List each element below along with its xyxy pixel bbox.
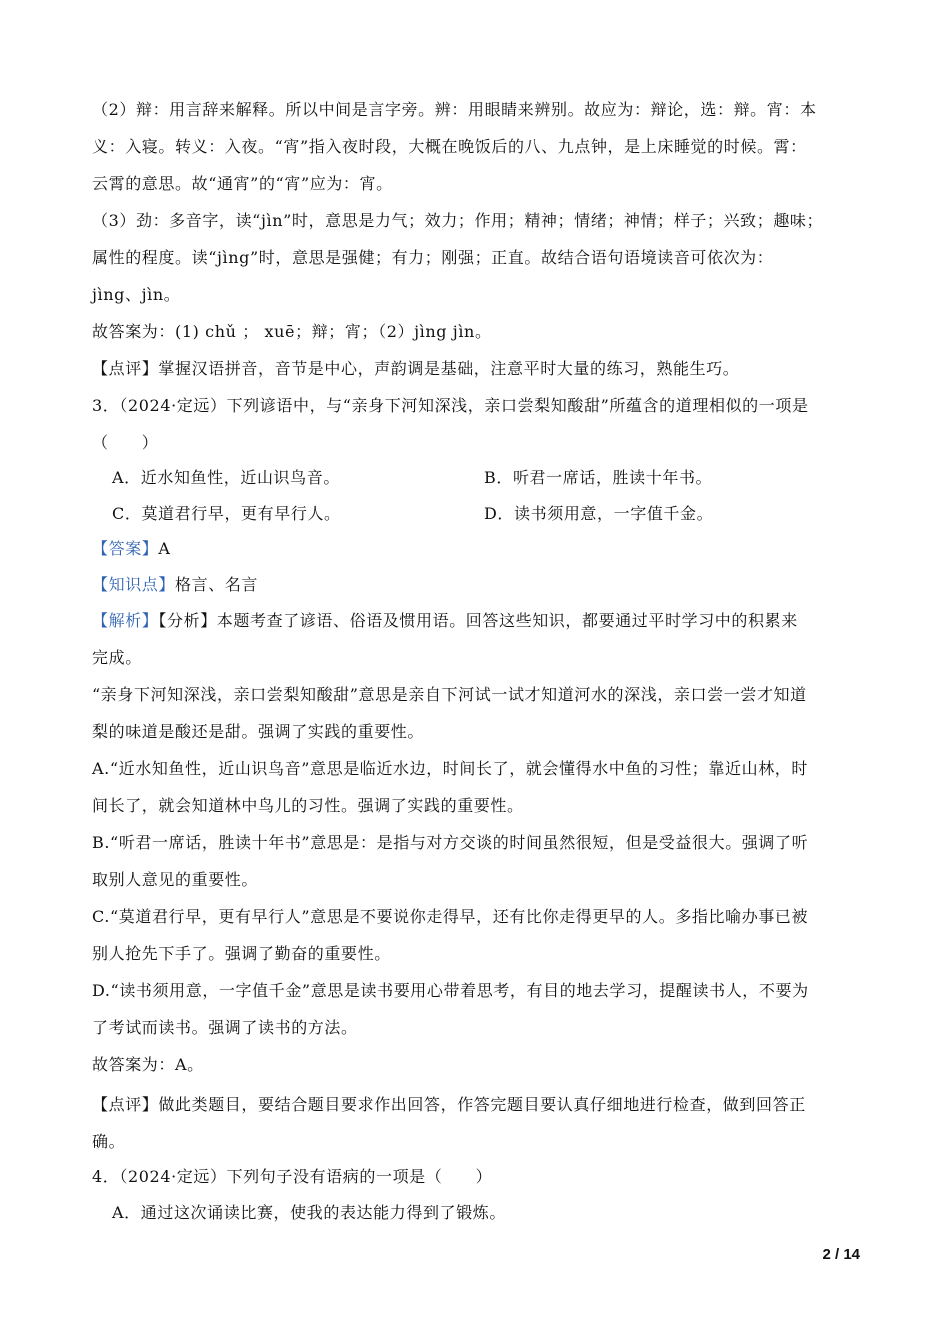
knowledge-value: 格言、名言: [175, 575, 259, 594]
analysis-intro: 【分析】本题考查了谚语、俗语及惯用语。回答这些知识，都要通过平时学习中的积累来: [158, 611, 798, 630]
page-number: 2 / 14: [822, 1246, 860, 1263]
q3-part-line-3: jìng、jìn。: [92, 285, 181, 304]
q3-comment-line-2: 确。: [92, 1132, 126, 1151]
analysis-tag: 【解析】: [92, 611, 159, 630]
question-4-stem: 4．（2024·定远）下列句子没有语病的一项是（ ）: [92, 1167, 493, 1186]
option-a: A．近水知鱼性，近山识鸟音。: [112, 468, 340, 487]
answer-value: A: [158, 539, 171, 558]
comment-text: 掌握汉语拼音，音节是中心，声韵调是基础，注意平时大量的练习，熟能生巧。: [158, 359, 740, 378]
q2-explanation-line-1: （2）辩：用言辞来解释。所以中间是言字旁。辨：用眼睛来辨别。故应为：辩论，选：辩。宵：本: [92, 100, 817, 119]
q3-comment-line-1: [92, 1095, 862, 1115]
q3-part-line-2: 属性的程度。读“jìng”时，意思是强健；有力；刚强；正直。故结合语句语境读音可依次为：: [92, 248, 774, 267]
analysis-row: [92, 611, 862, 631]
q3-final-answer: 故答案为：A。: [92, 1055, 204, 1074]
option-b: B．听君一席话，胜读十年书。: [484, 468, 713, 487]
answer-row: [92, 539, 862, 559]
knowledge-tag: 【知识点】: [92, 575, 176, 594]
knowledge-row: [92, 575, 862, 595]
q2-explanation-line-3: 云霄的意思。故“通宵”的“宵”应为：宵。: [92, 174, 393, 193]
analysis-d-line-2: 了考试而读书。强调了读书的方法。: [92, 1018, 358, 1037]
q2-comment: [92, 359, 862, 379]
analysis-c-line-1: C.“莫道君行早，更有早行人”意思是不要说你走得早，还有比你走得更早的人。多指比喻办事已被: [92, 907, 809, 926]
q3-part-line-1: （3）劲：多音字，读“jìn”时，意思是力气；效力；作用；精神；情绪；神情；样子；兴致；趣味；: [92, 211, 824, 230]
analysis-a-line-2: 间长了，就会知道林中鸟儿的习性。强调了实践的重要性。: [92, 796, 524, 815]
answer-tag: 【答案】: [92, 539, 159, 558]
comment-text: 做此类题目，要结合题目要求作出回答，作答完题目要认真仔细地进行检查，做到回答正: [158, 1095, 806, 1114]
q4-option-a: A．通过这次诵读比赛，使我的表达能力得到了锻炼。: [112, 1203, 506, 1222]
option-d: D．读书须用意，一字值千金。: [484, 504, 714, 523]
analysis-intro-cont: 完成。: [92, 648, 142, 667]
analysis-c-line-2: 别人抢先下手了。强调了勤奋的重要性。: [92, 944, 391, 963]
option-c: C．莫道君行早，更有早行人。: [112, 504, 341, 523]
comment-tag: 【点评】: [92, 1095, 159, 1114]
q2-explanation-line-2: 义：入寝。转义：入夜。“宵”指入夜时段，大概在晚饭后的八、九点钟，是上床睡觉的时候。霄：: [92, 137, 807, 156]
analysis-d-line-1: D.“读书须用意，一字值千金”意思是读书要用心带着思考，有目的地去学习，提醒读书人，不要为: [92, 981, 809, 1000]
analysis-paragraph-1-line-2: 梨的味道是酸还是甜。强调了实践的重要性。: [92, 722, 425, 741]
question-3-stem-line-1: 3．（2024·定远）下列谚语中，与“亲身下河知深浅，亲口尝梨知酸甜”所蕴含的道理相似的一项是: [92, 396, 809, 415]
comment-tag: 【点评】: [92, 359, 159, 378]
q2-final-answer: 故答案为：(1) chǔ ； xuē；辩；宵；（2）jìng jìn。: [92, 322, 492, 341]
analysis-b-line-2: 取别人意见的重要性。: [92, 870, 259, 889]
analysis-a-line-1: A.“近水知鱼性，近山识鸟音”意思是临近水边，时间长了，就会懂得水中鱼的习性；靠近山林，时: [92, 759, 809, 778]
analysis-paragraph-1-line-1: “亲身下河知深浅，亲口尝梨知酸甜”意思是亲自下河试一试才知道河水的深浅，亲口尝一尝才知道: [92, 685, 807, 704]
question-3-stem-line-2: （ ）: [92, 433, 159, 452]
analysis-b-line-1: B.“听君一席话，胜读十年书”意思是：是指与对方交谈的时间虽然很短，但是受益很大。强调了听: [92, 833, 809, 852]
